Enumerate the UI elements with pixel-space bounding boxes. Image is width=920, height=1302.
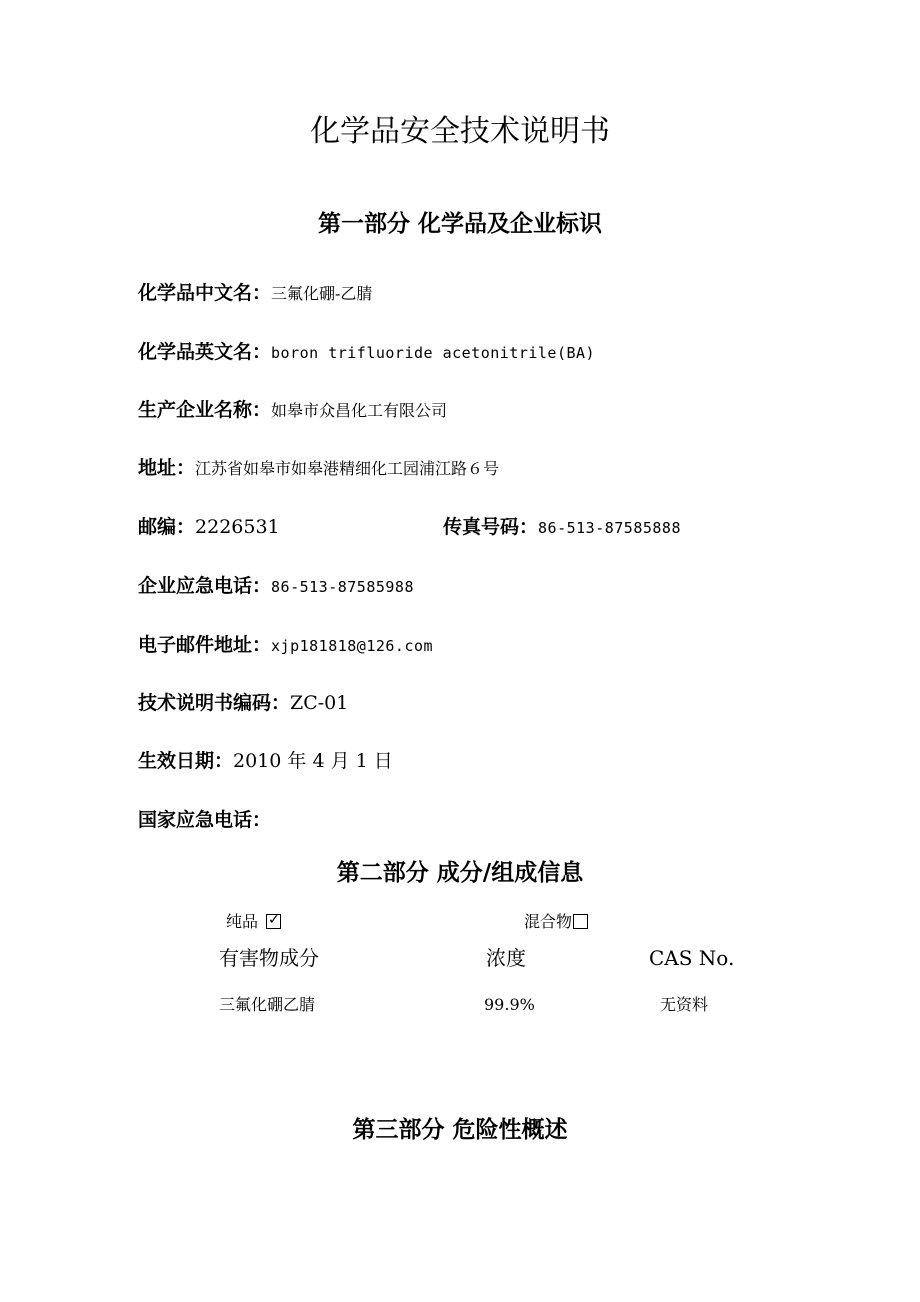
postcode-label: 邮编： xyxy=(138,516,196,538)
pure-option xyxy=(226,911,281,933)
doc-code-value: ZC-01 xyxy=(290,692,349,714)
email-label: 电子邮件地址： xyxy=(138,634,272,656)
section-heading-part2: 第二部分 成分/组成信息 xyxy=(336,860,584,886)
mixture-label: 混合物 xyxy=(524,912,573,931)
table-cell-cas: 无资料 xyxy=(660,995,709,1014)
doc-code-label: 技术说明书编码： xyxy=(138,692,291,714)
company-value: 如皋市众昌化工有限公司 xyxy=(271,401,448,420)
column-header-component: 有害物成分 xyxy=(219,946,319,970)
emergency-value: 86-513-87585988 xyxy=(271,578,414,596)
field-company xyxy=(138,396,447,425)
mixture-option xyxy=(524,911,588,933)
field-en-name xyxy=(138,338,595,367)
fax-label: 传真号码： xyxy=(443,516,539,538)
column-header-cas: CAS No. xyxy=(649,946,735,970)
check-mark-icon: ✓ xyxy=(268,912,280,928)
document-title: 化学品安全技术说明书 xyxy=(310,114,610,149)
table-cell-concentration: 99.9% xyxy=(484,995,535,1014)
field-effective-date xyxy=(138,747,393,775)
field-address xyxy=(138,454,499,483)
email-value: xjp181818@126.com xyxy=(271,637,434,655)
field-fax xyxy=(443,513,681,542)
field-national-phone xyxy=(138,806,271,834)
emergency-label: 企业应急电话： xyxy=(138,575,272,597)
en-name-label: 化学品英文名： xyxy=(138,341,272,363)
cn-name-label: 化学品中文名： xyxy=(138,282,272,304)
cn-name-value: 三氟化硼-乙腈 xyxy=(271,284,373,303)
pure-label: 纯品 xyxy=(226,912,259,931)
company-label: 生产企业名称： xyxy=(138,399,272,421)
field-email xyxy=(138,631,433,660)
section-heading-part1: 第一部分 化学品及企业标识 xyxy=(317,211,602,237)
effective-label: 生效日期： xyxy=(138,750,234,772)
address-value: 江苏省如皋市如皋港精细化工园浦江路６号 xyxy=(195,459,500,478)
en-name-value: boron trifluoride acetonitrile(BA) xyxy=(271,344,596,362)
table-cell-component: 三氟化硼乙腈 xyxy=(219,995,316,1014)
field-doc-code xyxy=(138,689,348,717)
effective-value: 2010 年 4 月 1 日 xyxy=(233,750,393,772)
field-emergency-phone xyxy=(138,572,414,601)
national-label: 国家应急电话： xyxy=(138,809,272,831)
mixture-checkbox[interactable] xyxy=(573,914,588,929)
field-postcode xyxy=(138,513,280,541)
column-header-concentration: 浓度 xyxy=(486,946,526,970)
postcode-value: 2226531 xyxy=(195,516,280,538)
fax-value: 86-513-87585888 xyxy=(538,519,681,537)
section-heading-part3: 第三部分 危险性概述 xyxy=(352,1117,568,1143)
field-cn-name xyxy=(138,279,372,308)
pure-checkbox[interactable] xyxy=(266,914,281,929)
address-label: 地址： xyxy=(138,457,196,479)
